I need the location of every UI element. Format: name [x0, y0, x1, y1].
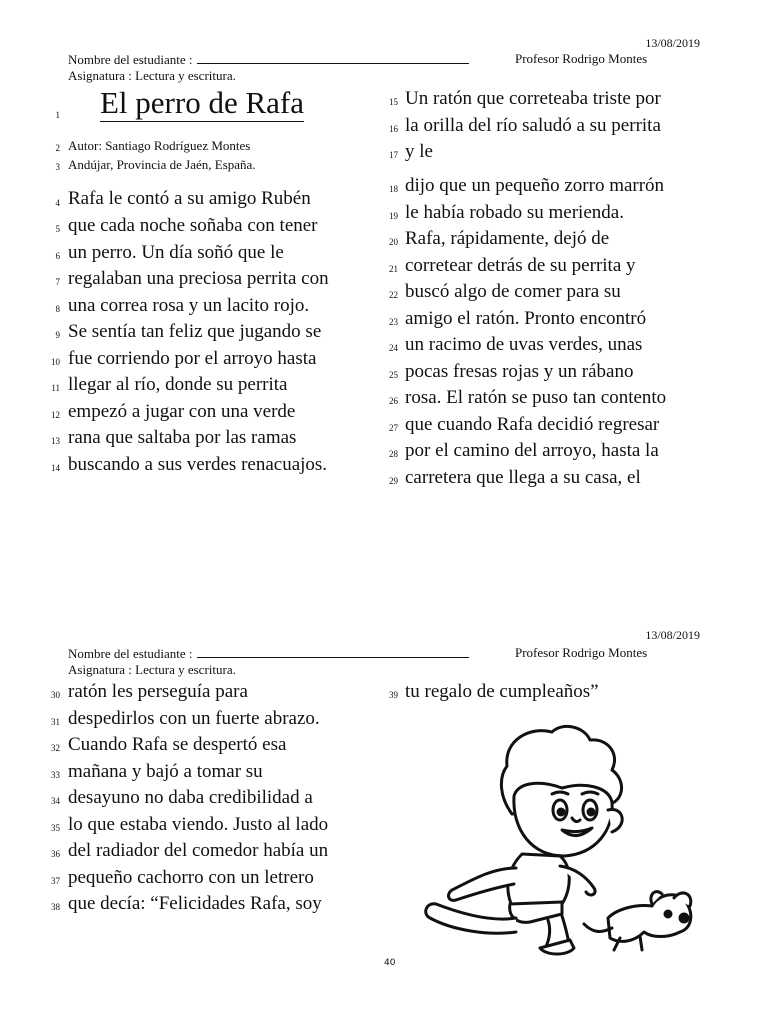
line-number: 20 [389, 237, 398, 247]
line-number: 4 [55, 198, 60, 208]
line-number: 18 [389, 184, 398, 194]
story-line: fue corriendo por el arroyo hasta [68, 348, 317, 369]
line-number: 32 [51, 743, 60, 753]
story-line: Rafa le contó a su amigo Rubén [68, 188, 311, 209]
line-number: 23 [389, 317, 398, 327]
date: 13/08/2019 [645, 628, 700, 642]
story-line: Se sentía tan feliz que jugando se [68, 321, 322, 342]
line-number: 24 [389, 343, 398, 353]
story-title: El perro de Rafa [100, 85, 304, 120]
story-line: que cada noche soñaba con tener [68, 215, 318, 236]
story-line: rosa. El ratón se puso tan contento [405, 387, 667, 408]
story-line: empezó a jugar con una verde [68, 401, 296, 422]
line-number: 15 [389, 97, 398, 107]
line-number: 16 [389, 124, 398, 134]
line-number: 26 [389, 396, 398, 406]
story-line: carretera que llega a su casa, el [405, 467, 641, 488]
teacher-name: Profesor Rodrigo Montes [515, 645, 648, 660]
line-number: 14 [51, 463, 60, 473]
line-number: 6 [55, 251, 60, 261]
story-line: le había robado su merienda. [405, 202, 624, 223]
line-number: 25 [389, 370, 398, 380]
page-number: 40 [384, 958, 396, 968]
subject: Asignatura : Lectura y escritura. [68, 68, 236, 83]
student-name-line[interactable] [197, 645, 469, 658]
line-number: 38 [51, 902, 60, 912]
line-number: 34 [51, 796, 60, 806]
student-name-line[interactable] [197, 51, 469, 64]
story-line: buscó algo de comer para su [405, 281, 621, 302]
story-line: dijo que un pequeño zorro marrón [405, 175, 665, 196]
student-label: Nombre del estudiante : [68, 646, 193, 661]
story-line: llegar al río, donde su perrita [68, 374, 288, 395]
line-number: 2 [55, 143, 60, 153]
date: 13/08/2019 [645, 36, 700, 50]
line-number: 1 [55, 110, 60, 120]
line-number: 8 [55, 304, 60, 314]
story-line: ratón les perseguía para [68, 681, 248, 702]
line-number: 27 [389, 423, 398, 433]
boy-running-with-dog-icon [412, 718, 702, 958]
line-number: 7 [55, 277, 60, 287]
line-number: 29 [389, 476, 398, 486]
story-line: Un ratón que correteaba triste por [405, 88, 661, 109]
line-number: 33 [51, 770, 60, 780]
line-number: 37 [51, 876, 60, 886]
story-line: y le [405, 141, 433, 162]
teacher-name: Profesor Rodrigo Montes [515, 51, 648, 66]
story-place: Andújar, Provincia de Jaén, España. [68, 157, 256, 172]
story-line: pequeño cachorro con un letrero [68, 867, 314, 888]
story-line: buscando a sus verdes renacuajos. [68, 454, 328, 475]
story-line: pocas fresas rojas y un rábano [405, 361, 634, 382]
line-number: 39 [389, 690, 398, 700]
line-number: 17 [389, 150, 398, 160]
line-number: 19 [389, 211, 398, 221]
story-line: despedirlos con un fuerte abrazo. [68, 708, 320, 729]
student-name-field[interactable] [68, 645, 469, 662]
subject: Asignatura : Lectura y escritura. [68, 662, 236, 677]
story-line: Cuando Rafa se despertó esa [68, 734, 287, 755]
student-label: Nombre del estudiante : [68, 52, 193, 67]
story-line: desayuno no daba credibilidad a [68, 787, 313, 808]
line-number: 11 [51, 383, 60, 393]
story-line: amigo el ratón. Pronto encontró [405, 308, 647, 329]
story-line: rana que saltaba por las ramas [68, 427, 297, 448]
story-line: mañana y bajó a tomar su [68, 761, 263, 782]
story-author: Autor: Santiago Rodríguez Montes [68, 138, 251, 153]
line-number: 21 [389, 264, 398, 274]
line-number: 5 [55, 224, 60, 234]
story-line: una correa rosa y un lacito rojo. [68, 295, 310, 316]
line-number: 31 [51, 717, 60, 727]
story-line: corretear detrás de su perrita y [405, 255, 636, 276]
line-number: 35 [51, 823, 60, 833]
story-line: un perro. Un día soñó que le [68, 242, 284, 263]
story-line: que cuando Rafa decidió regresar [405, 414, 660, 435]
line-number: 3 [55, 162, 60, 172]
story-line: del radiador del comedor había un [68, 840, 329, 861]
line-number: 13 [51, 436, 60, 446]
line-number: 36 [51, 849, 60, 859]
story-line: que decía: “Felicidades Rafa, soy [68, 893, 322, 914]
story-line: lo que estaba viendo. Justo al lado [68, 814, 329, 835]
line-number: 9 [55, 330, 60, 340]
story-line: tu regalo de cumpleaños” [405, 681, 599, 702]
story-line: por el camino del arroyo, hasta la [405, 440, 659, 461]
line-number: 22 [389, 290, 398, 300]
line-number: 28 [389, 449, 398, 459]
story-line: la orilla del río saludó a su perrita [405, 115, 661, 136]
story-line: regalaban una preciosa perrita con [68, 268, 329, 289]
student-name-field[interactable] [68, 51, 469, 68]
line-number: 12 [51, 410, 60, 420]
story-line: Rafa, rápidamente, dejó de [405, 228, 610, 249]
line-number: 30 [51, 690, 60, 700]
line-number: 10 [51, 357, 60, 367]
story-line: un racimo de uvas verdes, unas [405, 334, 643, 355]
